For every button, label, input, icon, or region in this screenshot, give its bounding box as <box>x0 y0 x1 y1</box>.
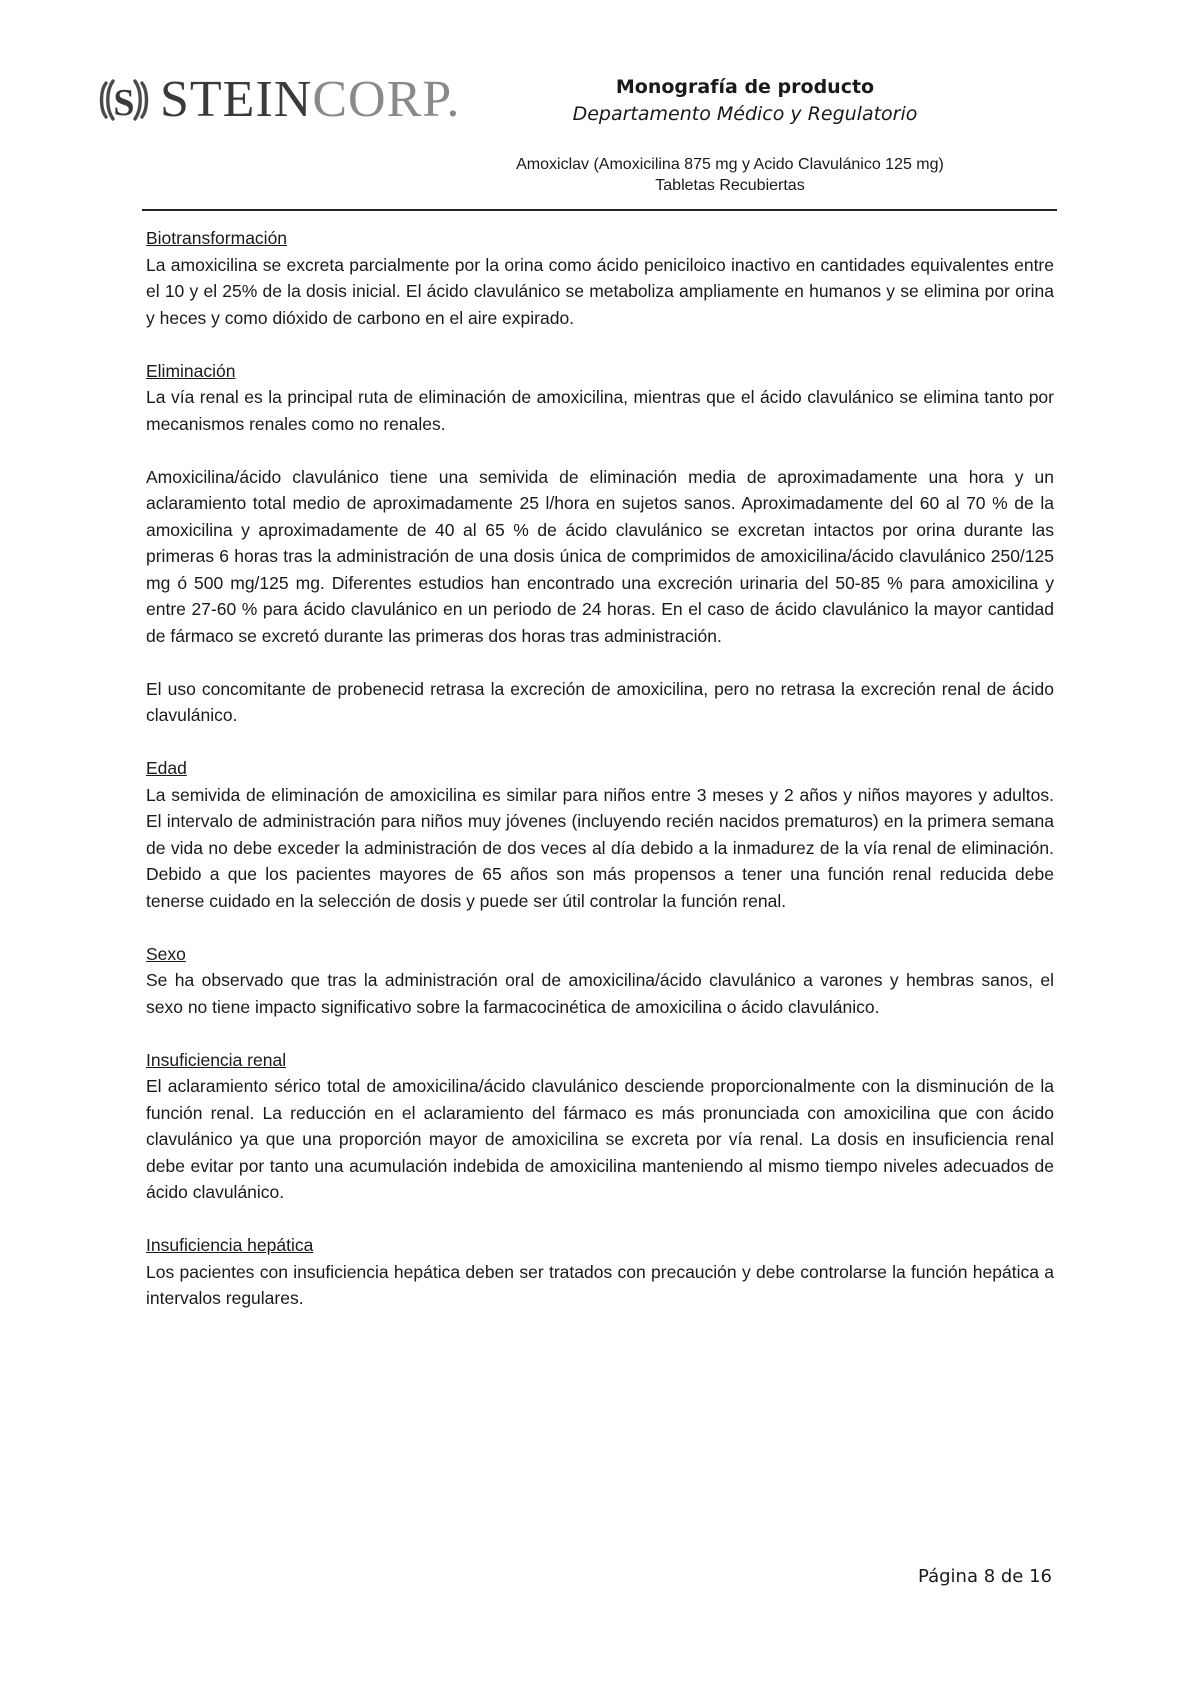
section-heading: Biotransformación <box>146 228 288 248</box>
svg-text:S: S <box>113 82 135 123</box>
section-paragraph: El uso concomitante de probenecid retrasa la excreción de amoxicilina, pero no retrasa la excreción renal de ácido clavulánico. <box>146 678 1054 725</box>
section-heading: Insuficiencia hepática <box>146 1235 314 1255</box>
product-description <box>470 154 990 196</box>
section-insuficiencia-renal <box>146 1047 1054 1206</box>
spacer <box>146 649 1054 676</box>
section-eliminacion <box>146 358 1054 729</box>
logo-wordmark <box>160 72 460 128</box>
document-body <box>146 225 1054 1312</box>
spacer <box>146 331 1054 358</box>
spacer <box>146 1020 1054 1047</box>
section-paragraph: La amoxicilina se excreta parcialmente por la orina como ácido peniciloico inactivo en cantidades equivalentes entre el 10 y el 25% de la dosis inicial. El ácido clavulánico se metaboliza ampliamente en humanos y se elimina por orina y heces y como dióxido de carbono en el aire expirado. <box>146 254 1054 328</box>
spacer <box>146 1206 1054 1233</box>
steincorp-emblem-icon <box>98 77 150 123</box>
section-paragraph: Los pacientes con insuficiencia hepática deben ser tratados con precaución y debe controlarse la función hepática a intervalos regulares. <box>146 1261 1054 1308</box>
header-divider <box>142 209 1057 211</box>
section-paragraph: La semivida de eliminación de amoxicilina es similar para niños entre 3 meses y 2 años y niños mayores y adultos. El intervalo de administración para niños muy jóvenes (incluyendo recién nacidos prematuros) en la primera semana de vida no debe exceder la administración de dos veces al día debido a la inmadurez de la vía renal de eliminación. Debido a que los pacientes mayores de 65 años son más propensos a tener una función renal reducida debe tenerse cuidado en la selección de dosis y puede ser útil controlar la función renal. <box>146 784 1054 911</box>
document-title: Monografía de producto <box>615 76 875 98</box>
section-heading: Eliminación <box>146 360 236 381</box>
product-line-1: Amoxiclav (Amoxicilina 875 mg y Acido Clavulánico 125 mg) <box>516 156 944 173</box>
department-subtitle: Departamento Médico y Regulatorio <box>572 103 918 125</box>
spacer <box>146 437 1054 464</box>
section-paragraph: Se ha observado que tras la administración oral de amoxicilina/ácido clavulánico a varones y hembras sanos, el sexo no tiene impacto significativo sobre la farmacocinética de amoxicilina o ácido clavulánico. <box>146 970 1054 1017</box>
section-heading: Edad <box>146 758 187 778</box>
page-number: Página 8 de 16 <box>918 1566 1052 1587</box>
section-heading: Sexo <box>146 943 186 964</box>
logo-brand-primary: STEIN <box>160 71 313 128</box>
spacer <box>146 914 1054 941</box>
section-paragraph: El aclaramiento sérico total de amoxicilina/ácido clavulánico desciende proporcionalmente con la disminución de la función renal. La reducción en el aclaramiento del fármaco es más pronunciada con amoxicilina que con ácido clavulánico ya que una proporción mayor de amoxicilina se excreta por vía renal. La dosis en insuficiencia renal debe evitar por tanto una acumulación indebida de amoxicilina manteniendo al mismo tiempo niveles adecuados de ácido clavulánico. <box>146 1076 1054 1202</box>
spacer <box>146 729 1054 756</box>
section-insuficiencia-hepatica <box>146 1232 1054 1312</box>
section-edad <box>146 755 1054 914</box>
company-logo <box>98 72 460 128</box>
section-paragraph: La vía renal es la principal ruta de eliminación de amoxicilina, mientras que el ácido clavulánico se elimina tanto por mecanismos renales como no renales. <box>146 387 1054 434</box>
section-paragraph: Amoxicilina/ácido clavulánico tiene una semivida de eliminación media de aproximadamente una hora y un aclaramiento total medio de aproximadamente 25 l/hora en sujetos sanos. Aproximadamente del 60 al 70 % de la amoxicilina y aproximadamente de 40 al 65 % de ácido clavulánico se excretan intactos por orina durante las primeras 6 horas tras la administración de una dosis única de comprimidos de amoxicilina/ácido clavulánico 250/125 mg ó 500 mg/125 mg. Diferentes estudios han encontrado una excreción urinaria del 50-85 % para amoxicilina y entre 27-60 % para ácido clavulánico en un periodo de 24 horas. En el caso de ácido clavulánico la mayor cantidad de fármaco se excretó durante las primeras dos horas tras administración. <box>146 466 1054 646</box>
product-line-2: Tabletas Recubiertas <box>655 177 805 194</box>
section-heading: Insuficiencia renal <box>146 1049 287 1070</box>
logo-brand-secondary: CORP. <box>312 71 461 128</box>
section-biotransformacion <box>146 225 1054 331</box>
section-sexo <box>146 941 1054 1021</box>
